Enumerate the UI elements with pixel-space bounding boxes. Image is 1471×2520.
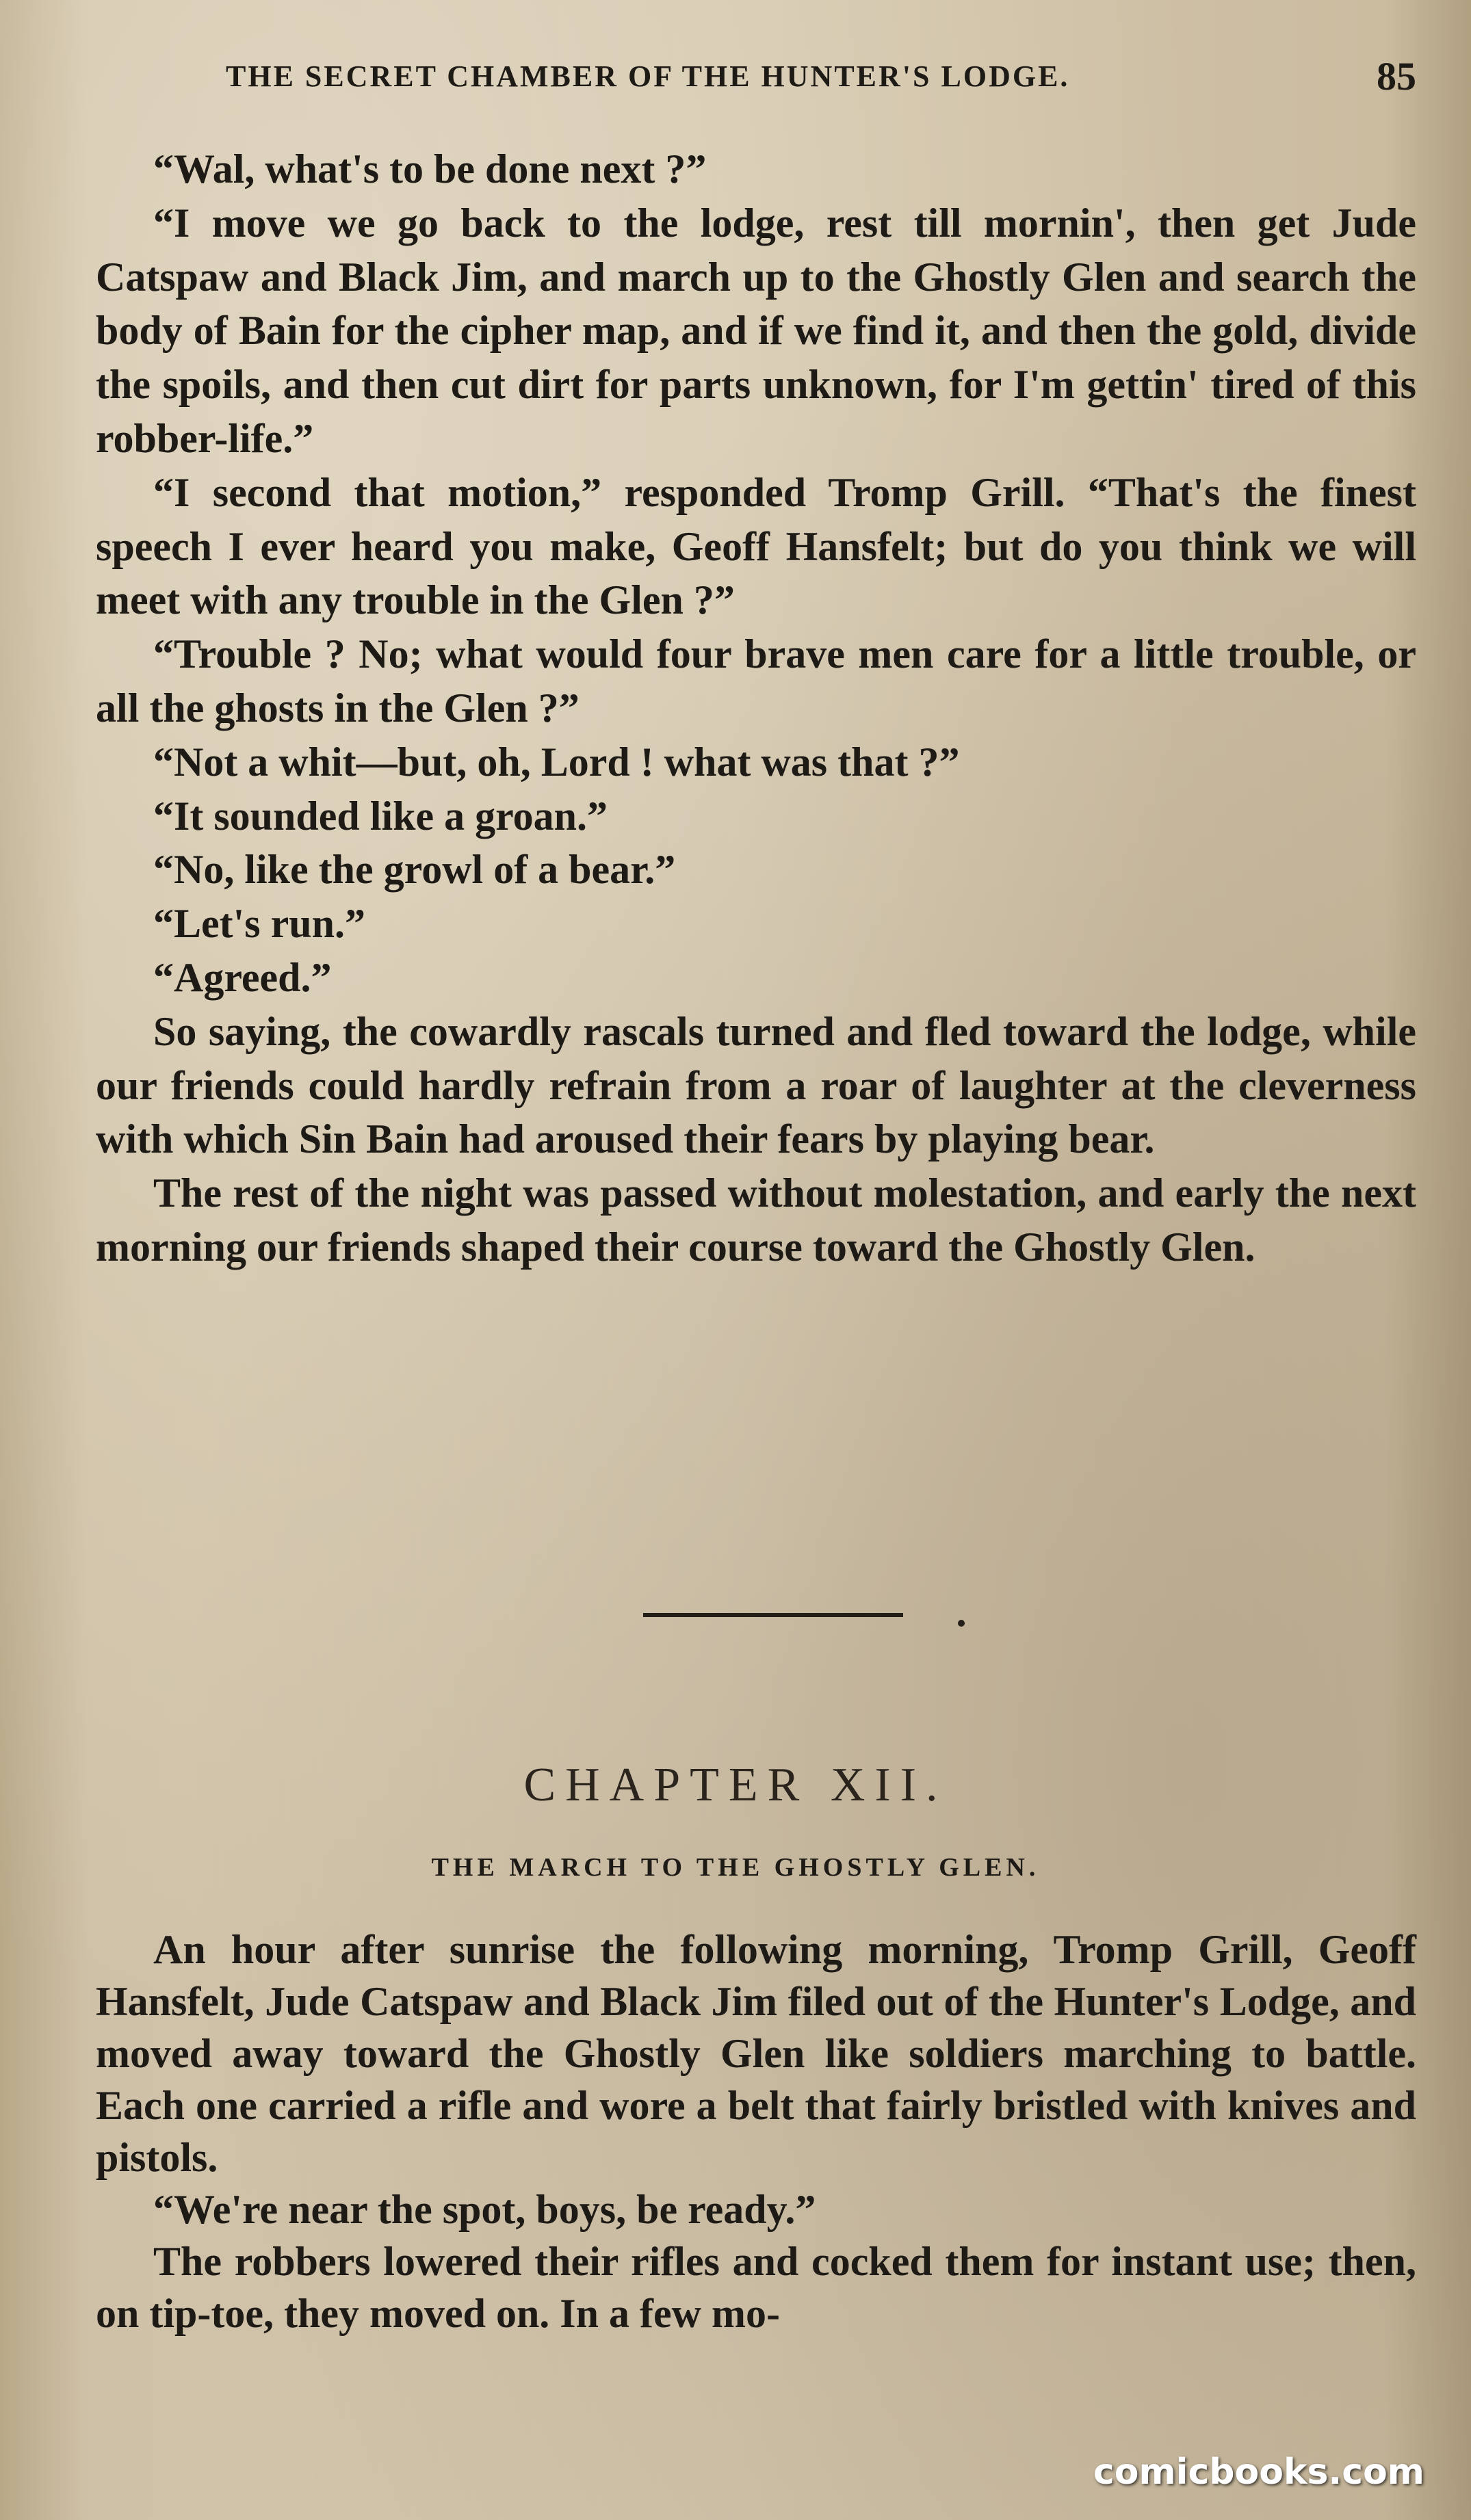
paragraph: The rest of the night was passed without molestation, and early the next morning our friends shaped their course toward the Ghostly Glen. [96, 1170, 1416, 1270]
page-number: 85 [1377, 54, 1416, 99]
section-divider [643, 1613, 903, 1617]
paragraph: “I move we go back to the lodge, rest till mornin', then get Jude Catspaw and Black Jim, and march up to the Ghostly Glen and search the body of Bain for the cipher map, and if we find it, and then the gold, divide the spoils, and then cut dirt for parts unknown, for I'm gettin' tired of this robber-life.” [96, 200, 1416, 461]
paragraph: “Not a whit—but, oh, Lord ! what was that ?” [153, 739, 960, 785]
paragraph: “Trouble ? No; what would four brave men care for a little trouble, or all the ghosts in the Glen ?” [96, 631, 1416, 731]
paragraph: “It sounded like a groan.” [153, 793, 608, 839]
paragraph: “Wal, what's to be done next ?” [153, 146, 707, 192]
running-header [226, 53, 1416, 108]
divider-dot [958, 1620, 965, 1627]
paragraph: So saying, the cowardly rascals turned and fled toward the lodge, while our friends could hardly refrain from a roar of laughter at the cleverness with which Sin Bain had aroused their fears by playing bear. [96, 1008, 1416, 1162]
chapter-text [96, 1924, 1416, 2339]
watermark: comicbooks.com [1093, 2452, 1424, 2493]
running-title: THE SECRET CHAMBER OF THE HUNTER'S LODGE. [226, 60, 1070, 93]
paragraph: “Let's run.” [153, 901, 366, 947]
chapter-heading: CHAPTER XII. [523, 1759, 948, 1811]
paragraph: “No, like the growl of a bear.” [153, 847, 676, 893]
paragraph: “I second that motion,” responded Tromp Grill. “That's the finest speech I ever heard you make, Geoff Hansfelt; but do you think we will meet with any trouble in the Glen ?” [96, 469, 1416, 623]
paragraph: The robbers lowered their rifles and cocked them for instant use; then, on tip-toe, they moved on. In a few mo- [96, 2239, 1416, 2336]
paragraph: “Agreed.” [153, 954, 332, 1000]
body-text [96, 142, 1416, 1274]
chapter-subtitle: THE MARCH TO THE GHOSTLY GLEN. [431, 1853, 1040, 1882]
paragraph: “We're near the spot, boys, be ready.” [153, 2187, 816, 2232]
paragraph: An hour after sunrise the following morning, Tromp Grill, Geoff Hansfelt, Jude Catspaw and Black Jim filed out of the Hunter's Lodge, and moved away toward the Ghostly Glen like soldiers marching to battle. Each one carried a rifle and wore a belt that fairly bristled with knives and pistols. [96, 1927, 1416, 2180]
